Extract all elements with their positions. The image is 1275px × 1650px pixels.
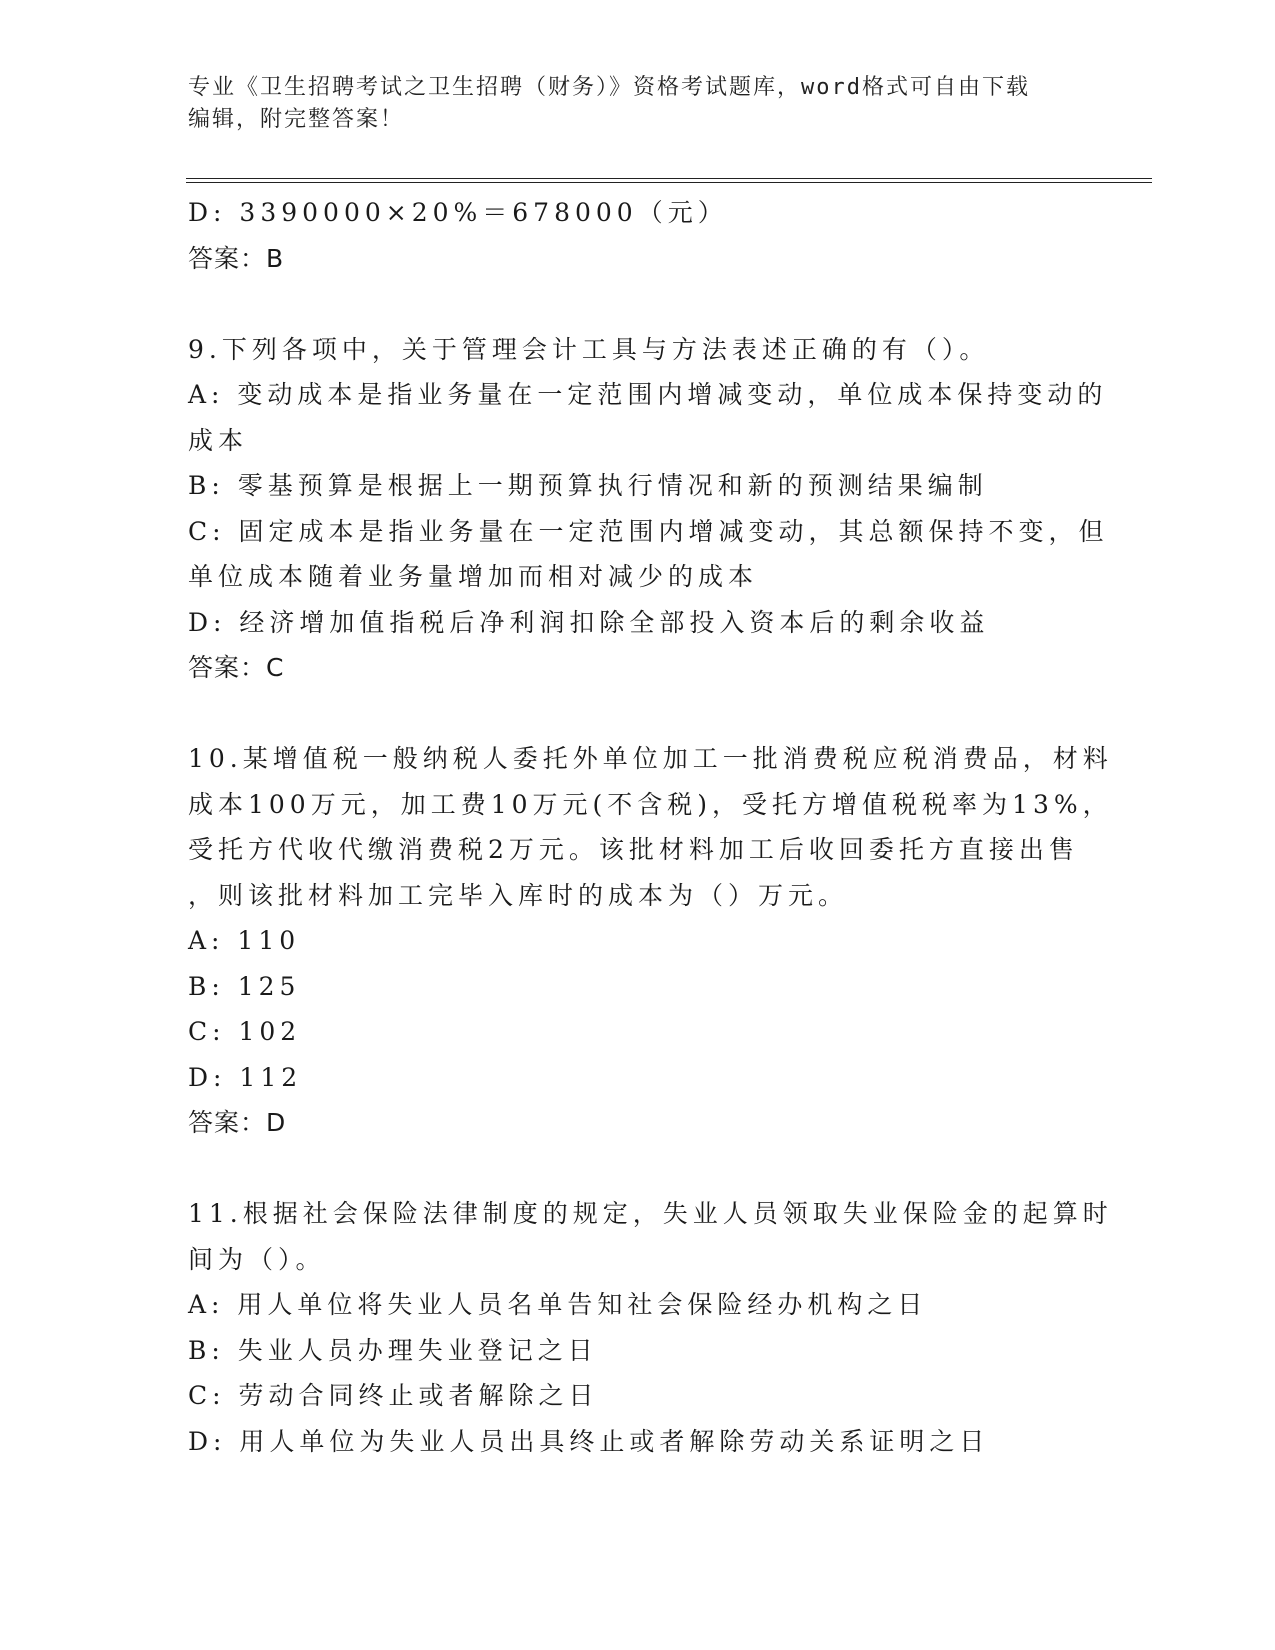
- question-9-option-a-line-1: A: 变动成本是指业务量在一定范围内增减变动，单位成本保持变动的: [188, 380, 1108, 409]
- question-11-stem-line-1: 11.根据社会保险法律制度的规定，失业人员领取失业保险金的起算时: [188, 1199, 1113, 1228]
- question-list: [188, 190, 1113, 1464]
- question-11-option-d: D: 用人单位为失业人员出具终止或者解除劳动关系证明之日: [188, 1426, 990, 1456]
- question-10-stem-line-1: 10.某增值税一般纳税人委托外单位加工一批消费税应税消费品，材料: [188, 744, 1113, 773]
- question-10-option-a: A: 110: [188, 926, 301, 955]
- spacer: [188, 281, 1088, 327]
- prev-answer: 答案：B: [188, 243, 285, 273]
- question-9-option-d: D: 经济增加值指税后净利润扣除全部投入资本后的剩余收益: [188, 607, 990, 637]
- question-11-option-c: C: 劳动合同终止或者解除之日: [188, 1381, 599, 1410]
- question-9-option-b: B: 零基预算是根据上一期预算执行情况和新的预测结果编制: [188, 471, 988, 500]
- question-11-stem-line-2: 间为（）。: [188, 1244, 326, 1274]
- question-11-option-a: A: 用人单位将失业人员名单告知社会保险经办机构之日: [188, 1290, 928, 1319]
- header-line-1: 专业《卫生招聘考试之卫生招聘（财务）》资格考试题库，word格式可自由下载: [188, 75, 1030, 100]
- question-9-answer: 答案：C: [188, 653, 285, 682]
- question-11-option-b: B: 失业人员办理失业登记之日: [188, 1335, 598, 1365]
- question-10-stem-line-4: ，则该批材料加工完毕入库时的成本为（）万元。: [188, 880, 849, 910]
- question-9: [188, 327, 1109, 691]
- question-9-stem: 9.下列各项中，关于管理会计工具与方法表述正确的有（）。: [188, 334, 990, 364]
- question-11: [188, 1191, 1113, 1464]
- prev-option-d: D: 3390000×20%＝678000（元）: [188, 198, 728, 227]
- header-divider-top: [186, 178, 1152, 179]
- question-10-answer: 答案：D: [188, 1108, 287, 1137]
- question-9-option-c-line-2: 单位成本随着业务量增加而相对减少的成本: [188, 562, 759, 591]
- spacer: [188, 691, 1088, 737]
- question-10-option-d: D: 112: [188, 1062, 303, 1092]
- spacer: [188, 1146, 1088, 1192]
- question-9-option-a-line-2: 成本: [188, 425, 249, 455]
- question-10-stem-line-3: 受托方代收代缴消费税2万元。该批材料加工后收回委托方直接出售: [188, 835, 1079, 864]
- question-10: [188, 736, 1113, 1146]
- document-header: [188, 72, 1068, 136]
- header-divider-bottom: [186, 182, 1152, 183]
- question-9-option-c-line-1: C: 固定成本是指业务量在一定范围内增减变动，其总额保持不变，但: [188, 516, 1109, 546]
- question-10-option-b: B: 125: [188, 971, 301, 1001]
- question-10-option-c: C: 102: [188, 1017, 302, 1046]
- question-10-stem-line-2: 成本100万元，加工费10万元(不含税)，受托方增值税税率为13%，: [188, 789, 1113, 819]
- header-line-2: 编辑，附完整答案！: [188, 107, 405, 132]
